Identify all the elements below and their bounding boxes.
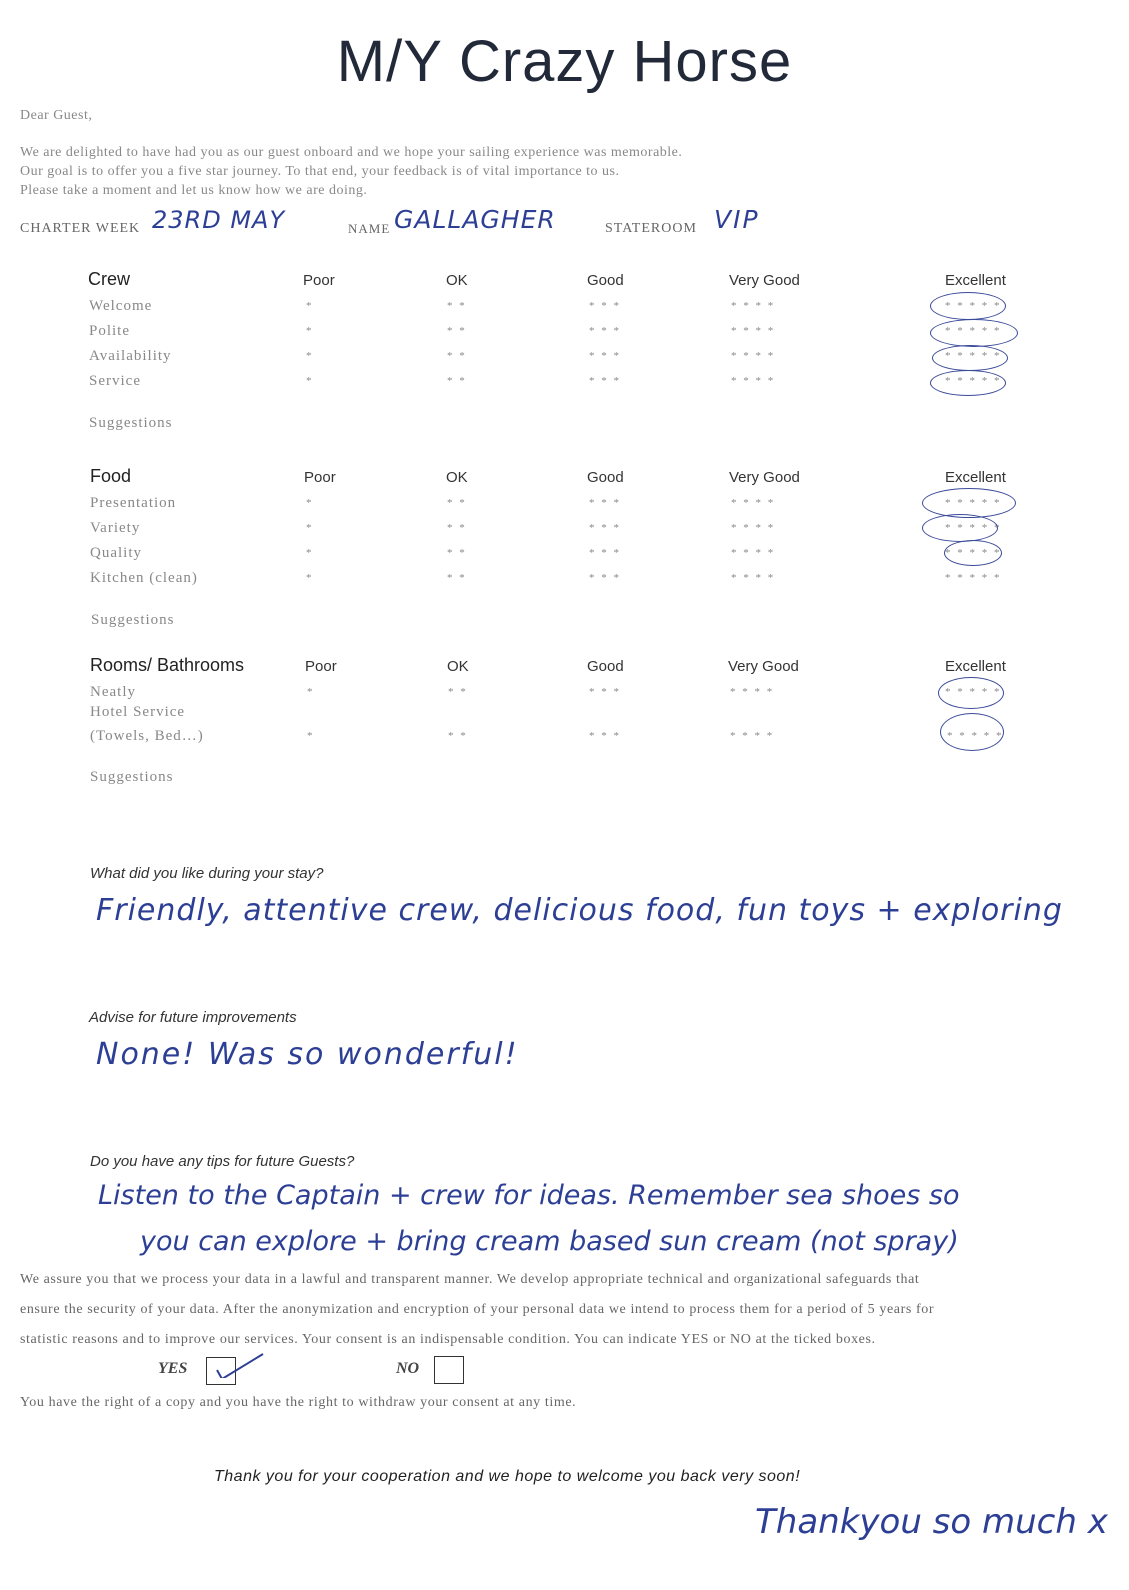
- rating-option-excellent[interactable]: * * * * *: [945, 300, 1002, 312]
- row-label-neatly: Neatly: [90, 684, 136, 700]
- row-label-kitchen: Kitchen (clean): [90, 570, 198, 586]
- suggestions-label-food: Suggestions: [91, 612, 175, 628]
- row-label-hotel-service: Hotel Service: [90, 704, 186, 720]
- col-poor: Poor: [304, 469, 336, 486]
- rating-option-poor[interactable]: *: [306, 497, 314, 509]
- rating-option-good[interactable]: * * *: [589, 522, 621, 534]
- section-title-crew: Crew: [88, 269, 131, 289]
- col-very-good: Very Good: [729, 469, 800, 486]
- rating-option-poor[interactable]: *: [306, 547, 314, 559]
- rating-option-ok[interactable]: * *: [447, 572, 467, 584]
- name-label: NAME: [348, 221, 391, 236]
- page-title: M/Y Crazy Horse: [336, 29, 793, 94]
- footer-thanks: Thank you for your cooperation and we hope to welcome you back very soon!: [214, 1468, 801, 1485]
- rating-option-excellent[interactable]: * * * * *: [945, 547, 1002, 559]
- selection-circle: [930, 292, 1006, 320]
- handwritten-note: Thankyou so much x: [755, 1502, 1108, 1542]
- rating-option-excellent[interactable]: * * * * *: [945, 572, 1002, 584]
- consent-yes-label: YES: [158, 1360, 188, 1377]
- rating-option-good[interactable]: * * *: [589, 375, 621, 387]
- selection-circle: [922, 514, 998, 542]
- rating-option-ok[interactable]: * *: [447, 522, 467, 534]
- answer-liked[interactable]: Friendly, attentive crew, delicious food, fun toys + exploring: [96, 893, 1063, 928]
- rating-option-poor[interactable]: *: [307, 686, 315, 698]
- consent-line-3: statistic reasons and to improve our services. Your consent is an indispensable condition. You can indicate YES or NO at the ticked boxes.: [20, 1332, 876, 1347]
- consent-yes-checkbox[interactable]: [206, 1357, 236, 1385]
- rating-option-poor[interactable]: *: [306, 325, 314, 337]
- rating-option-very-good[interactable]: * * * *: [731, 325, 776, 337]
- rating-option-ok[interactable]: * *: [447, 547, 467, 559]
- suggestions-label-rooms: Suggestions: [90, 769, 174, 785]
- rating-option-ok[interactable]: * *: [447, 350, 467, 362]
- col-very-good: Very Good: [729, 272, 800, 289]
- rating-option-very-good[interactable]: * * * *: [730, 686, 775, 698]
- question-improve-label: Advise for future improvements: [89, 1009, 297, 1026]
- rating-option-very-good[interactable]: * * * *: [731, 375, 776, 387]
- intro-line-1: We are delighted to have had you as our guest onboard and we hope your sailing experience was memorable.: [20, 145, 683, 160]
- col-good: Good: [587, 658, 624, 675]
- rating-option-very-good[interactable]: * * * *: [730, 730, 775, 742]
- intro-line-2: Our goal is to offer you a five star journey. To that end, your feedback is of vital importance to us.: [20, 164, 620, 179]
- row-label-presentation: Presentation: [90, 495, 177, 511]
- col-good: Good: [587, 272, 624, 289]
- intro-line-3: Please take a moment and let us know how we are doing.: [20, 183, 368, 198]
- col-ok: OK: [447, 658, 469, 675]
- rating-option-poor[interactable]: *: [306, 522, 314, 534]
- selection-circle: [938, 677, 1004, 709]
- answer-tips-line-1[interactable]: Listen to the Captain + crew for ideas. Remember sea shoes so: [98, 1180, 960, 1211]
- consent-line-2: ensure the security of your data. After the anonymization and encryption of your personal data we intend to process them for a period of 5 years for: [20, 1302, 935, 1317]
- consent-line-1: We assure you that we process your data in a lawful and transparent manner. We develop appropriate technical and organizational safeguards that: [20, 1272, 920, 1287]
- col-excellent: Excellent: [945, 658, 1006, 675]
- rating-option-excellent[interactable]: * * * * *: [945, 522, 1002, 534]
- rating-option-good[interactable]: * * *: [589, 350, 621, 362]
- col-very-good: Very Good: [728, 658, 799, 675]
- rating-option-poor[interactable]: *: [306, 375, 314, 387]
- rating-option-good[interactable]: * * *: [589, 547, 621, 559]
- rating-option-excellent[interactable]: * * * * *: [945, 325, 1002, 337]
- rating-option-very-good[interactable]: * * * *: [731, 350, 776, 362]
- rating-option-ok[interactable]: * *: [447, 300, 467, 312]
- answer-improve[interactable]: None! Was so wonderful!: [96, 1037, 519, 1072]
- consent-no-label: NO: [396, 1360, 420, 1377]
- rating-option-good[interactable]: * * *: [589, 300, 621, 312]
- charter-week-value[interactable]: 23RD MAY: [152, 206, 286, 234]
- question-liked-label: What did you like during your stay?: [90, 865, 324, 882]
- col-excellent: Excellent: [945, 272, 1006, 289]
- row-label-polite: Polite: [89, 323, 131, 339]
- row-label-welcome: Welcome: [89, 298, 153, 314]
- rating-option-very-good[interactable]: * * * *: [731, 497, 776, 509]
- rating-option-very-good[interactable]: * * * *: [731, 572, 776, 584]
- rating-option-poor[interactable]: *: [306, 300, 314, 312]
- consent-no-checkbox[interactable]: [434, 1356, 464, 1384]
- rating-option-excellent[interactable]: * * * * *: [945, 375, 1002, 387]
- rating-option-good[interactable]: * * *: [589, 325, 621, 337]
- col-excellent: Excellent: [945, 469, 1006, 486]
- selection-circle: [932, 345, 1008, 371]
- row-label-quality: Quality: [90, 545, 142, 561]
- col-ok: OK: [446, 469, 468, 486]
- greeting: Dear Guest,: [20, 108, 93, 123]
- rating-option-excellent[interactable]: * * * * *: [945, 686, 1002, 698]
- selection-circle: [940, 713, 1004, 751]
- col-good: Good: [587, 469, 624, 486]
- rating-option-ok[interactable]: * *: [447, 497, 467, 509]
- rating-option-poor[interactable]: *: [306, 350, 314, 362]
- rating-option-poor[interactable]: *: [306, 572, 314, 584]
- rating-option-good[interactable]: * * *: [589, 497, 621, 509]
- selection-circle: [930, 319, 1018, 347]
- rating-option-very-good[interactable]: * * * *: [731, 522, 776, 534]
- suggestions-label-crew: Suggestions: [89, 415, 173, 431]
- rating-option-ok[interactable]: * *: [448, 730, 468, 742]
- col-poor: Poor: [303, 272, 335, 289]
- stateroom-value[interactable]: VIP: [714, 205, 760, 234]
- selection-circle: [944, 540, 1002, 566]
- section-title-rooms: Rooms/ Bathrooms: [90, 655, 245, 675]
- row-label-towels-bed: (Towels, Bed…): [90, 728, 204, 744]
- question-tips-label: Do you have any tips for future Guests?: [90, 1153, 355, 1170]
- rating-option-excellent[interactable]: * * * * *: [945, 350, 1002, 362]
- section-title-food: Food: [90, 466, 132, 486]
- checkmark-icon: [205, 1346, 267, 1378]
- rating-option-poor[interactable]: *: [307, 730, 315, 742]
- row-label-availability: Availability: [89, 348, 172, 364]
- col-ok: OK: [446, 272, 468, 289]
- rating-option-ok[interactable]: * *: [447, 375, 467, 387]
- rating-option-good[interactable]: * * *: [589, 730, 621, 742]
- selection-circle: [930, 370, 1006, 396]
- rating-option-good[interactable]: * * *: [589, 686, 621, 698]
- rating-option-very-good[interactable]: * * * *: [731, 547, 776, 559]
- stateroom-label: STATEROOM: [605, 221, 697, 236]
- rating-option-good[interactable]: * * *: [589, 572, 621, 584]
- row-label-variety: Variety: [90, 520, 141, 536]
- rating-option-ok[interactable]: * *: [447, 325, 467, 337]
- rating-option-ok[interactable]: * *: [448, 686, 468, 698]
- col-poor: Poor: [305, 658, 337, 675]
- consent-rights: You have the right of a copy and you have the right to withdraw your consent at any time.: [20, 1395, 577, 1410]
- charter-week-label: CHARTER WEEK: [20, 221, 141, 236]
- answer-tips-line-2[interactable]: you can explore + bring cream based sun cream (not spray): [140, 1226, 959, 1257]
- rating-option-very-good[interactable]: * * * *: [731, 300, 776, 312]
- rating-option-excellent[interactable]: * * * * *: [945, 497, 1002, 509]
- row-label-service: Service: [89, 373, 141, 389]
- name-value[interactable]: GALLAGHER: [394, 205, 556, 234]
- rating-option-excellent[interactable]: * * * * *: [947, 730, 1004, 742]
